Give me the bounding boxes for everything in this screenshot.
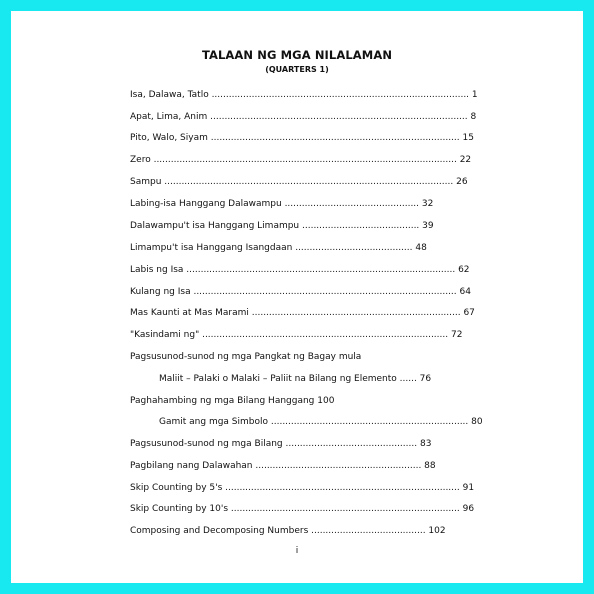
toc-entry [130,132,474,144]
toc-entry [130,242,427,254]
entry-title: Sampu [130,177,162,187]
entry-page: 80 [468,417,483,427]
entry-page: 91 [459,483,475,493]
entry-page: 15 [459,133,474,143]
toc-entry [130,111,476,123]
toc-entry [130,176,468,188]
entry-page: 26 [453,177,468,187]
entry-title: Labing-isa Hanggang Dalawampu [130,199,282,209]
toc-entry [130,220,434,232]
entry-title: Skip Counting by 10's [130,504,229,514]
entry-title: Gamit ang mga Simbolo [159,417,269,427]
entry-leader: ...................................................................................... [199,330,449,340]
entry-page: 72 [448,330,463,340]
entry-title: Paghahambing ng mga Bilang Hanggang 100 [130,396,335,406]
entry-leader: .......................................................................................... [207,112,468,122]
entry-page: 32 [419,199,434,209]
entry-title: Pagsusunod-sunod ng mga Bilang [130,439,283,449]
entry-title: Zero [130,155,151,165]
entry-title: Mas Kaunti at Mas Marami [130,308,249,318]
entry-title: Pagbilang nang Dalawahan [130,461,253,471]
entry-leader: .................................................................................. [222,483,460,493]
entry-leader: .......................................................... [252,461,422,471]
toc-list [11,11,583,583]
toc-subtitle: (QUARTERS 1) [265,65,329,74]
entry-page: 76 [416,374,432,384]
toc-entry [130,482,474,494]
entry-leader: ..................................................................................................... [161,177,454,187]
entry-title: "Kasindami ng" [130,330,200,340]
entry-title: Pito, Walo, Siyam [130,133,208,143]
entry-page: 102 [425,526,446,536]
entry-title: Apat, Lima, Anim [130,112,208,122]
entry-page: 96 [459,504,475,514]
toc-entry [130,351,361,363]
entry-page: 64 [456,287,471,297]
entry-leader: ..................................................................... [268,417,469,427]
toc-entry [130,460,436,472]
toc-entry [130,438,431,450]
entry-title: Skip Counting by 5's [130,483,223,493]
entry-leader: .......................................................................................................... [150,155,457,165]
toc-entry [130,503,474,515]
toc-entry [130,286,471,298]
entry-page: 62 [455,265,470,275]
entry-leader: .......................................................................................... [208,90,470,100]
entry-page: 48 [412,243,427,253]
toc-entry-continued [159,373,431,385]
toc-entry [130,264,470,276]
toc-entry-continued [159,416,483,428]
document-page [11,11,583,583]
entry-title: Labis ng Isa [130,265,184,275]
entry-leader: ........................................ [308,526,426,536]
entry-leader: .............................................. [282,439,418,449]
entry-title: Dalawampu't isa Hanggang Limampu [130,221,300,231]
entry-title: Pagsusunod-sunod ng mga Pangkat ng Bagay mula [130,352,362,362]
entry-page: 39 [419,221,434,231]
page-number: i [295,546,299,556]
entry-page: 22 [456,155,472,165]
entry-leader: ...... [396,374,417,384]
entry-page: 8 [467,112,477,122]
entry-leader: ............................................................................................ [190,287,457,297]
entry-title: Limampu't isa Hanggang Isangdaan [130,243,293,253]
entry-leader: ....................................................................................... [207,133,460,143]
entry-title: Maliit – Palaki o Malaki – Paliit na Bilang ng Elemento [159,374,397,384]
toc-entry [130,307,475,319]
entry-page: 67 [460,308,475,318]
entry-title: Isa, Dalawa, Tatlo [130,90,209,100]
entry-leader: ......................................... [299,221,420,231]
toc-entry [130,395,334,407]
toc-entry [130,89,478,101]
entry-title: Kulang ng Isa [130,287,191,297]
toc-entry [130,198,433,210]
entry-page: 88 [421,461,436,471]
entry-title: Composing and Decomposing Numbers [130,526,309,536]
entry-leader: ......................................... [292,243,413,253]
entry-leader: ................................................................................ [228,504,460,514]
toc-entry [130,154,471,166]
toc-entry [130,525,446,537]
toc-entry [130,329,462,341]
entry-page: 1 [469,90,478,100]
entry-page: 83 [417,439,432,449]
entry-leader: .............................................................................................. [183,265,456,275]
toc-title: TALAAN NG MGA NILALAMAN [201,48,393,62]
entry-leader: ......................................................................... [248,308,461,318]
entry-leader: ............................................... [281,199,420,209]
